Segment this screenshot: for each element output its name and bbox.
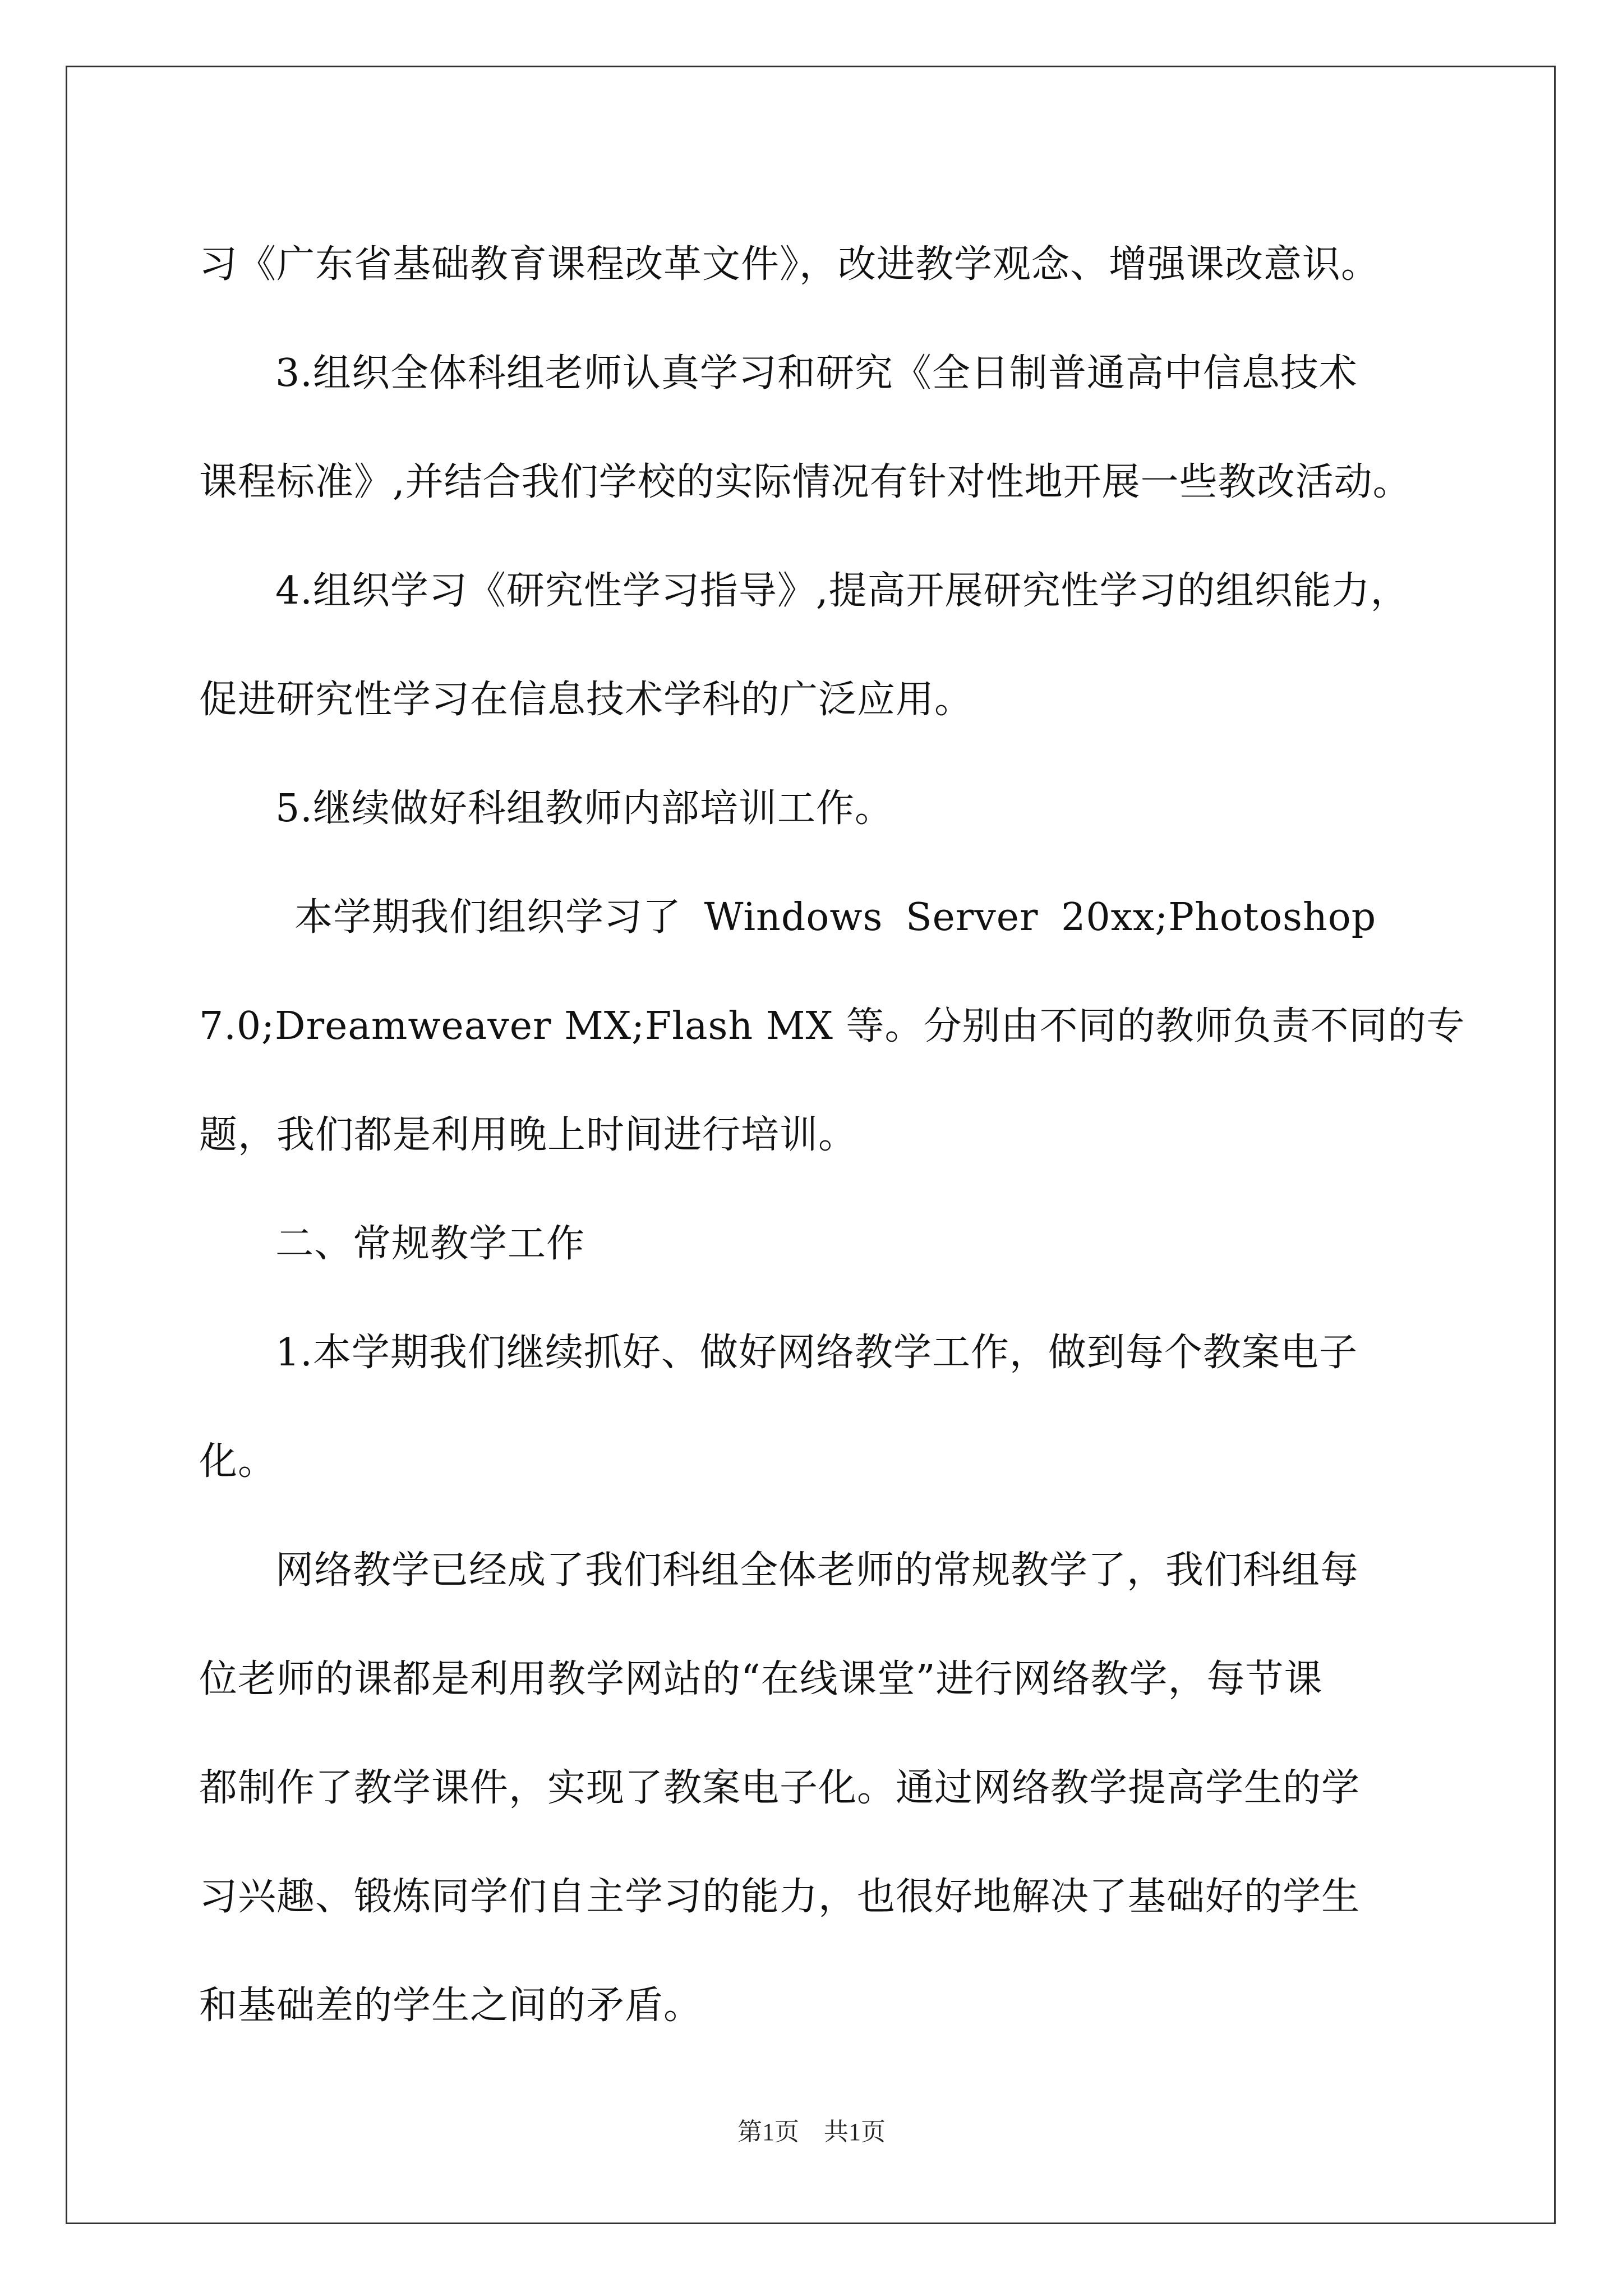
text-line: 课程标准》,并结合我们学校的实际情况有针对性地开展一些教改活动。 — [199, 460, 1412, 504]
section-heading: 二、常规教学工作 — [275, 1222, 585, 1266]
text-line: 化。 — [199, 1439, 277, 1484]
text-line: 习《广东省基础教育课程改革文件》，改进教学观念、增强课改意识。 — [199, 242, 1380, 287]
text-line: 网络教学已经成了我们科组全体老师的常规教学了，我们科组每 — [275, 1548, 1359, 1593]
document-body — [199, 210, 1465, 2060]
text-line: 1.本学期我们继续抓好、做好网络教学工作，做到每个教案电子 — [275, 1331, 1358, 1375]
text-line: 3.组织全体科组老师认真学习和研究《全日制普通高中信息技术 — [275, 351, 1358, 395]
text-line: 都制作了教学课件，实现了教案电子化。通过网络教学提高学生的学 — [199, 1766, 1361, 1810]
text-line: 促进研究性学习在信息技术学科的广泛应用。 — [199, 678, 974, 722]
text-line: 7.0;Dreamweaver MX;Flash MX 等。分别由不同的教师负责不同的专 — [199, 1004, 1465, 1048]
text-line: 习兴趣、锻炼同学们自主学习的能力，也很好地解决了基础好的学生 — [199, 1875, 1361, 1919]
page-footer: 第1页 共1页 — [737, 2118, 886, 2146]
text-line: 和基础差的学生之间的矛盾。 — [199, 1984, 703, 2028]
text-line: 题，我们都是利用晚上时间进行培训。 — [199, 1113, 857, 1157]
text-line: 位老师的课都是利用教学网站的“在线课堂”进行网络教学，每节课 — [199, 1657, 1323, 1701]
text-line: 本学期我们组织学习了 Windows Server 20xx;Photoshop — [294, 895, 1377, 940]
text-line: 4.组织学习《研究性学习指导》,提高开展研究性学习的组织能力， — [275, 569, 1409, 613]
text-line: 5.继续做好科组教师内部培训工作。 — [275, 786, 893, 831]
